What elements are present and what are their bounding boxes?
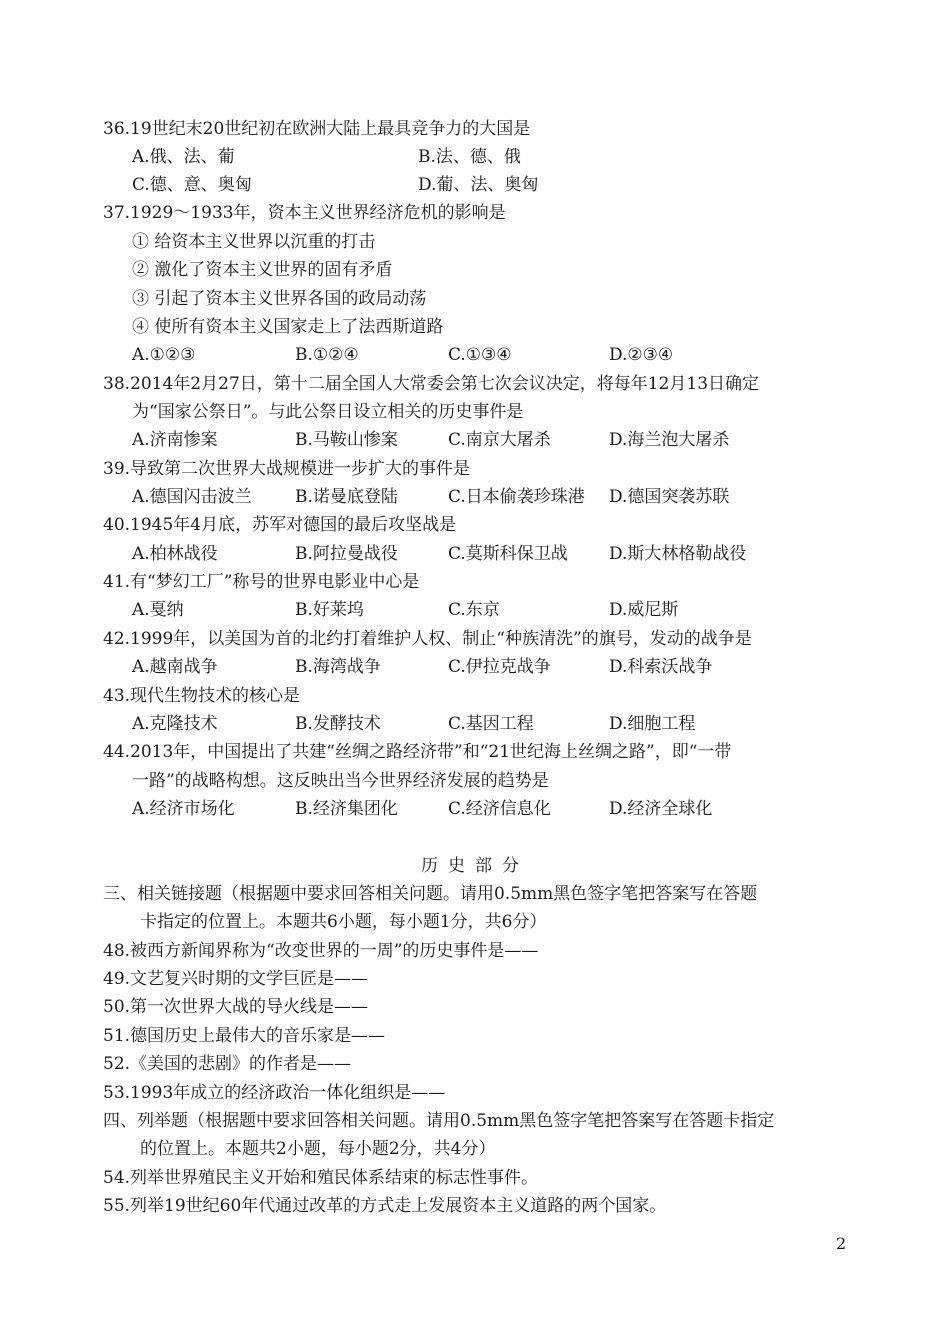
option-c: C.德、意、奥匈 bbox=[132, 175, 252, 195]
question-stem: 1945年4月底，苏军对德国的最后攻坚战是 bbox=[130, 515, 457, 535]
option-b: B.发酵技术 bbox=[295, 714, 381, 734]
option-c: C.莫斯科保卫战 bbox=[448, 544, 568, 564]
question-number: 40. bbox=[103, 515, 131, 535]
question-stem: 1999年，以美国为首的北约打着维护人权、制止“种族清洗”的旗号，发动的战争是 bbox=[130, 629, 752, 649]
option-a: A.①②③ bbox=[132, 345, 196, 365]
option-b: B.法、德、俄 bbox=[418, 147, 521, 167]
question-number: 36. bbox=[103, 119, 131, 139]
option-d: D.科索沃战争 bbox=[609, 657, 713, 677]
option-b: B.①②④ bbox=[295, 345, 359, 365]
question-stem: 19世纪末20世纪初在欧洲大陆上最具竞争力的大国是 bbox=[130, 119, 531, 139]
option-b: B.阿拉曼战役 bbox=[295, 544, 398, 564]
question-52: 52.《美国的悲剧》的作者是—— bbox=[103, 1054, 352, 1074]
question-stem: 现代生物技术的核心是 bbox=[130, 686, 301, 706]
option-c: C.日本偷袭珍珠港 bbox=[448, 487, 585, 507]
option-a: A.柏林战役 bbox=[132, 544, 218, 564]
option-a: A.经济市场化 bbox=[132, 799, 235, 819]
question-number: 37. bbox=[103, 203, 131, 223]
option-d: D.细胞工程 bbox=[609, 714, 696, 734]
page-number: 2 bbox=[836, 1234, 847, 1253]
section-heading: 历史部分 bbox=[421, 856, 529, 876]
question-44 bbox=[103, 741, 731, 763]
option-d: D.②③④ bbox=[609, 345, 674, 365]
option-b: B.马鞍山惨案 bbox=[295, 430, 398, 450]
question-41 bbox=[103, 571, 419, 593]
option-a: A.德国闪击波兰 bbox=[132, 487, 252, 507]
statement-3: ③ 引起了资本主义世界各国的政局动荡 bbox=[132, 289, 427, 309]
option-a: A.克隆技术 bbox=[132, 714, 218, 734]
question-number: 43. bbox=[103, 686, 131, 706]
question-number: 44. bbox=[103, 742, 131, 762]
question-number: 39. bbox=[103, 459, 131, 479]
question-stem: 导致第二次世界大战规模进一步扩大的事件是 bbox=[130, 459, 471, 479]
question-38 bbox=[103, 373, 759, 395]
question-stem: 1929～1933年，资本主义世界经济危机的影响是 bbox=[130, 203, 506, 223]
option-d: D.德国突袭苏联 bbox=[609, 487, 730, 507]
question-stem: 2013年，中国提出了共建“丝绸之路经济带”和“21世纪海上丝绸之路”，即“一带 bbox=[130, 742, 732, 762]
question-43 bbox=[103, 685, 300, 707]
question-stem-continued: 一路”的战略构想。这反映出当今世界经济发展的趋势是 bbox=[132, 771, 549, 791]
option-d: D.葡、法、奥匈 bbox=[418, 175, 539, 195]
option-d: D.经济全球化 bbox=[609, 799, 713, 819]
section-4-title: 四、列举题（根据题中要求回答相关问题。请用0.5mm黑色签字笔把答案写在答题卡指定 bbox=[103, 1111, 775, 1131]
question-55: 55.列举19世纪60年代通过改革的方式走上发展资本主义道路的两个国家。 bbox=[103, 1196, 667, 1216]
option-a: A.戛纳 bbox=[132, 600, 184, 620]
question-42 bbox=[103, 628, 752, 650]
question-50: 50.第一次世界大战的导火线是—— bbox=[103, 997, 369, 1017]
section-3-title-continued: 卡指定的位置上。本题共6小题，每小题1分，共6分） bbox=[140, 912, 547, 932]
question-40 bbox=[103, 514, 456, 536]
question-37 bbox=[103, 202, 506, 224]
option-d: D.海兰泡大屠杀 bbox=[609, 430, 730, 450]
question-36 bbox=[103, 118, 530, 140]
question-stem: 有“梦幻工厂”称号的世界电影业中心是 bbox=[130, 572, 420, 592]
question-number: 38. bbox=[103, 374, 131, 394]
question-54: 54.列举世界殖民主义开始和殖民体系结束的标志性事件。 bbox=[103, 1168, 539, 1188]
option-b: B.经济集团化 bbox=[295, 799, 398, 819]
question-number: 42. bbox=[103, 629, 131, 649]
option-a: A.越南战争 bbox=[132, 657, 218, 677]
option-d: D.斯大林格勒战役 bbox=[609, 544, 747, 564]
section-3-title: 三、相关链接题（根据题中要求回答相关问题。请用0.5mm黑色签字笔把答案写在答题 bbox=[103, 884, 758, 904]
question-number: 41. bbox=[103, 572, 131, 592]
statement-1: ① 给资本主义世界以沉重的打击 bbox=[132, 232, 376, 252]
question-51: 51.德国历史上最伟大的音乐家是—— bbox=[103, 1026, 386, 1046]
question-53: 53.1993年成立的经济政治一体化组织是—— bbox=[103, 1083, 446, 1103]
question-49: 49.文艺复兴时期的文学巨匠是—— bbox=[103, 969, 369, 989]
option-c: C.基因工程 bbox=[448, 714, 534, 734]
statement-4: ④ 使所有资本主义国家走上了法西斯道路 bbox=[132, 317, 444, 337]
question-48: 48.被西方新闻界称为“改变世界的一周”的历史事件是—— bbox=[103, 941, 539, 961]
option-c: C.经济信息化 bbox=[448, 799, 551, 819]
option-b: B.海湾战争 bbox=[295, 657, 381, 677]
option-d: D.威尼斯 bbox=[609, 600, 679, 620]
option-b: B.好莱坞 bbox=[295, 600, 364, 620]
option-a: A.俄、法、葡 bbox=[132, 147, 235, 167]
statement-2: ② 激化了资本主义世界的固有矛盾 bbox=[132, 260, 393, 280]
question-39 bbox=[103, 458, 470, 480]
question-stem: 2014年2月27日，第十二届全国人大常委会第七次会议决定，将每年12月13日确定 bbox=[130, 374, 760, 394]
option-c: C.南京大屠杀 bbox=[448, 430, 551, 450]
option-b: B.诺曼底登陆 bbox=[295, 487, 398, 507]
option-a: A.济南惨案 bbox=[132, 430, 218, 450]
question-stem-continued: 为“国家公祭日”。与此公祭日设立相关的历史事件是 bbox=[132, 402, 524, 422]
option-c: C.东京 bbox=[448, 600, 500, 620]
option-c: C.①③④ bbox=[448, 345, 512, 365]
option-c: C.伊拉克战争 bbox=[448, 657, 551, 677]
section-4-title-continued: 的位置上。本题共2小题，每小题2分，共4分） bbox=[140, 1139, 496, 1159]
